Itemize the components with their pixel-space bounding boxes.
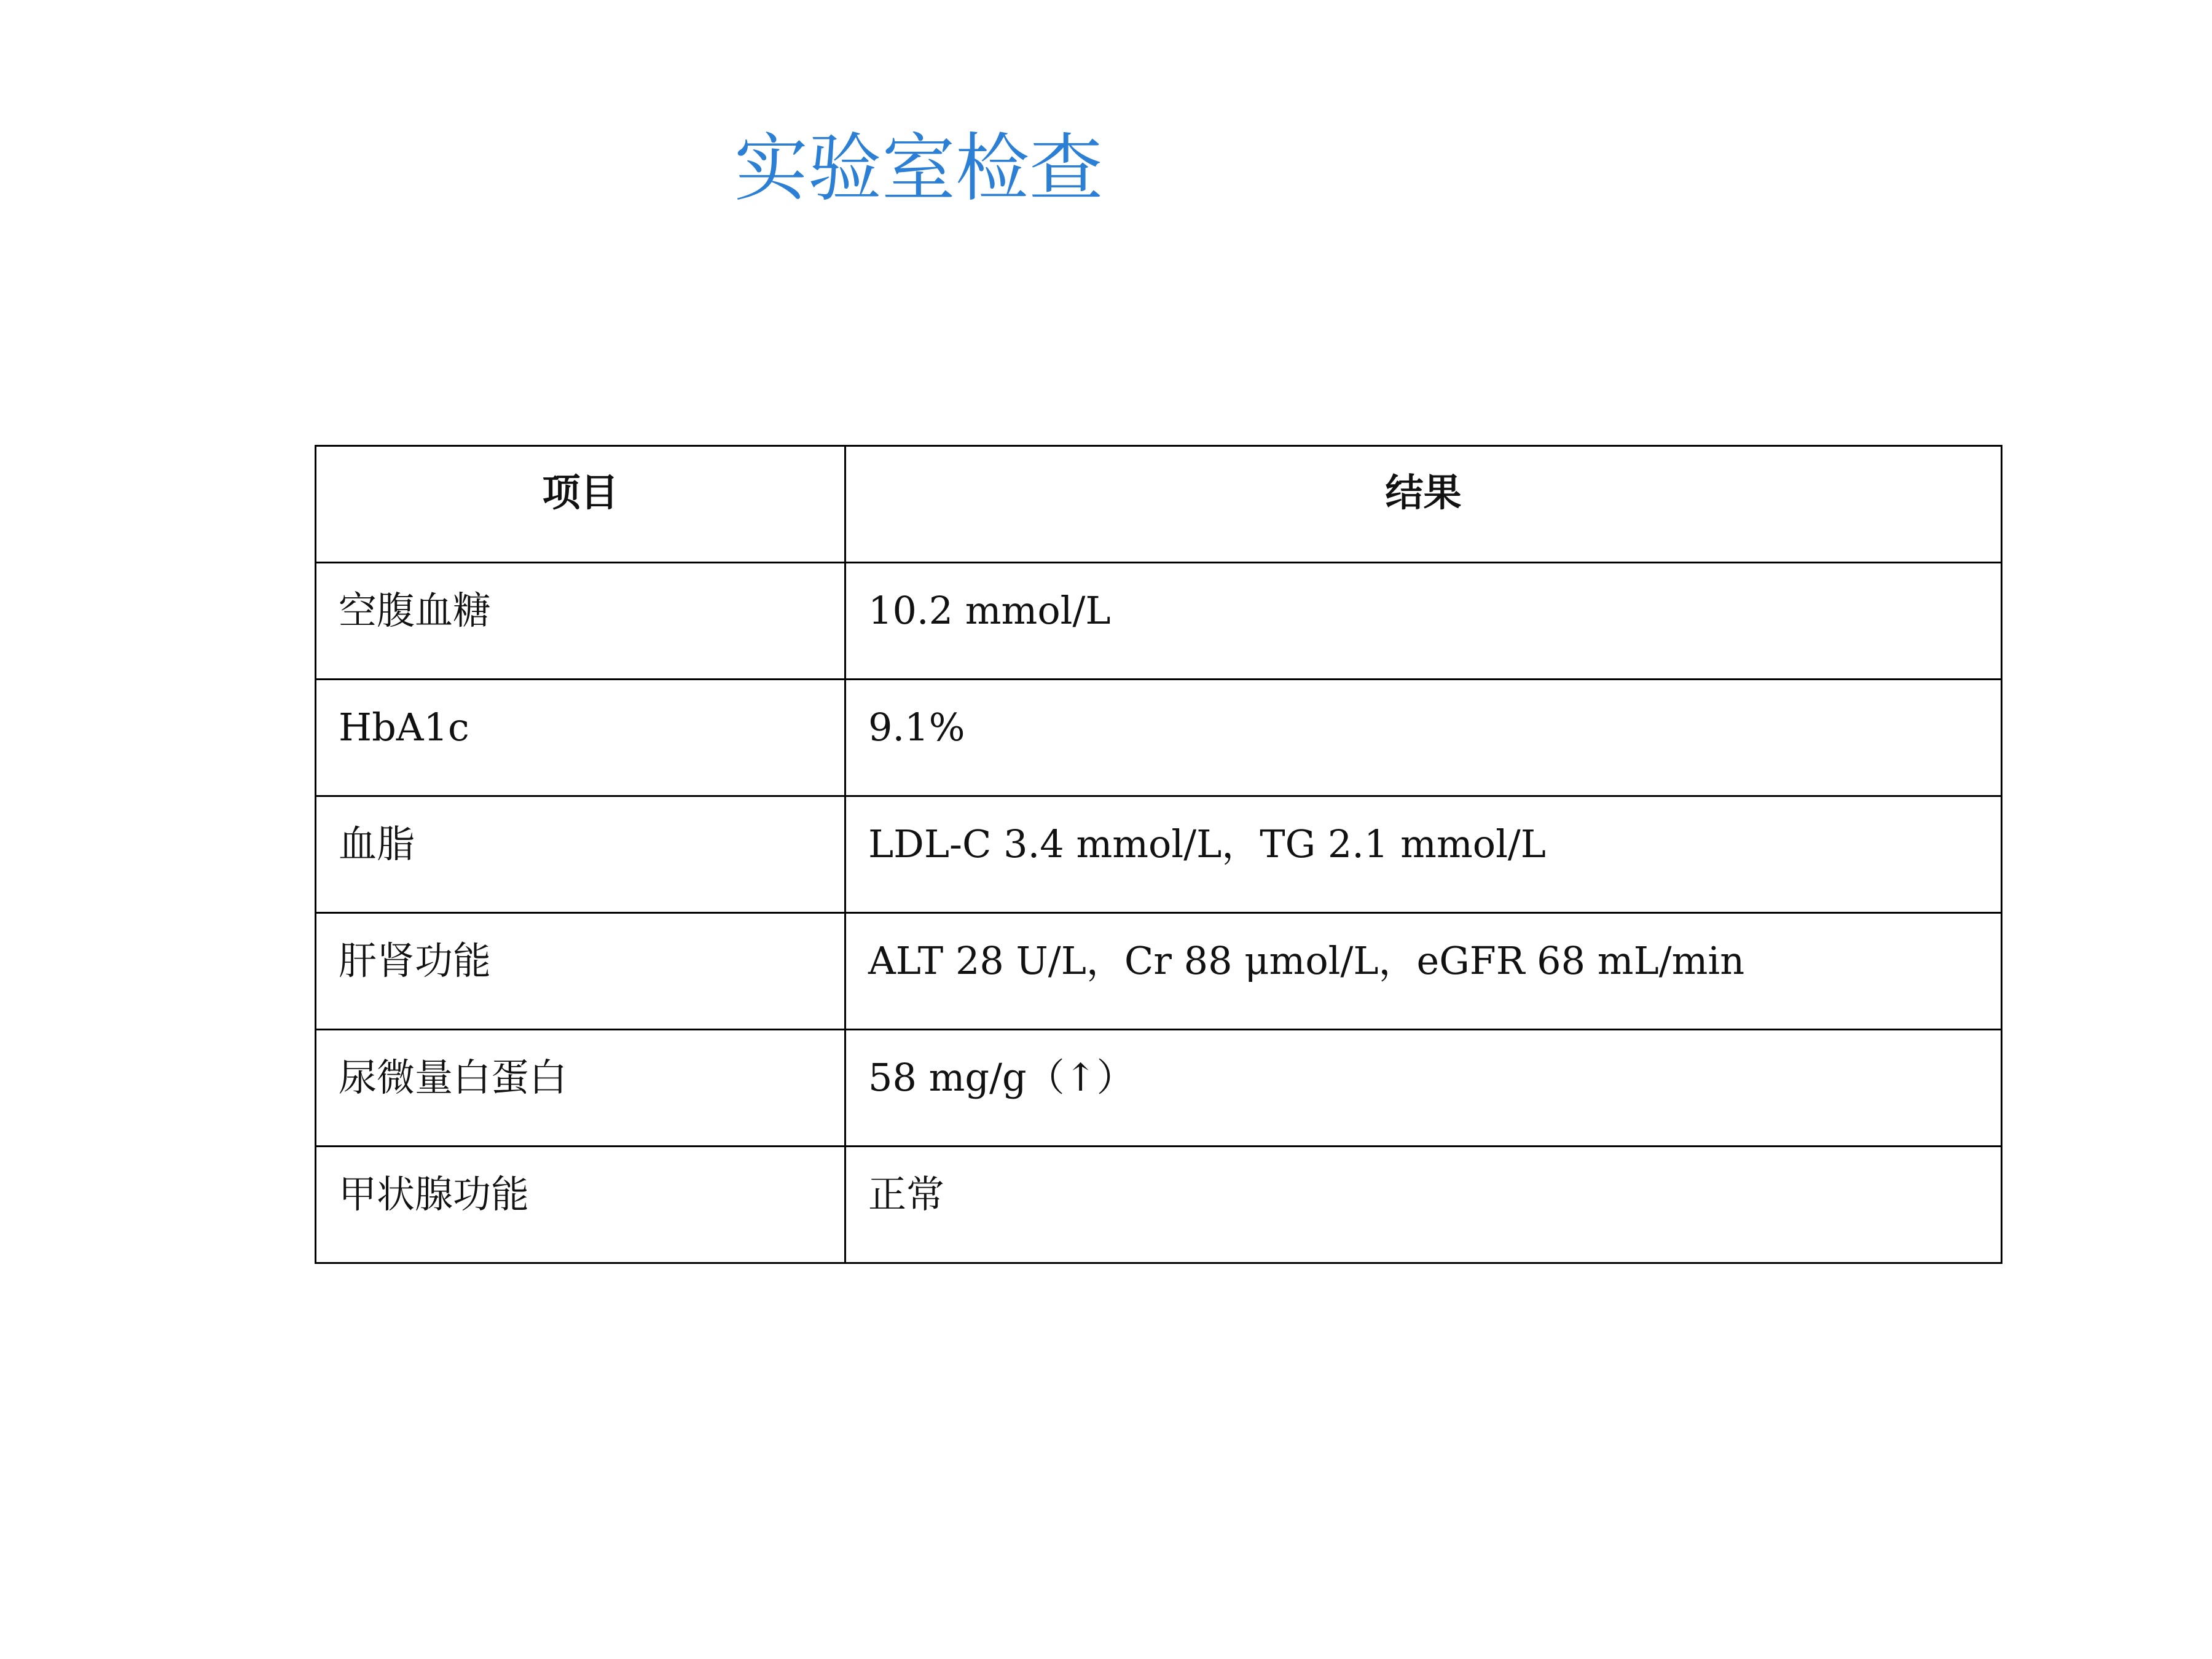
item-cell: 尿微量白蛋白 bbox=[316, 1030, 845, 1147]
result-cell: 58 mg/g（↑） bbox=[845, 1030, 2002, 1147]
item-cell: HbA1c bbox=[316, 680, 845, 796]
table-row bbox=[316, 563, 2002, 680]
result-cell: 10.2 mmol/L bbox=[845, 563, 2002, 680]
table-row bbox=[316, 1147, 2002, 1263]
table-row bbox=[316, 680, 2002, 796]
table-row bbox=[316, 913, 2002, 1030]
table-row bbox=[316, 796, 2002, 913]
item-cell: 肝肾功能 bbox=[316, 913, 845, 1030]
result-cell: 9.1% bbox=[845, 680, 2002, 796]
lab-results-table bbox=[315, 445, 2002, 1264]
item-cell: 血脂 bbox=[316, 796, 845, 913]
column-header-item: 项目 bbox=[316, 446, 845, 563]
item-cell: 甲状腺功能 bbox=[316, 1147, 845, 1263]
result-cell: 正常 bbox=[845, 1147, 2002, 1263]
item-cell: 空腹血糖 bbox=[316, 563, 845, 680]
result-cell: LDL-C 3.4 mmol/L，TG 2.1 mmol/L bbox=[845, 796, 2002, 913]
result-cell: ALT 28 U/L，Cr 88 μmol/L，eGFR 68 mL/min bbox=[845, 913, 2002, 1030]
table-row bbox=[316, 1030, 2002, 1147]
table-header-row bbox=[316, 446, 2002, 563]
slide-title: 实验室检查 bbox=[734, 126, 1103, 211]
column-header-result: 结果 bbox=[845, 446, 2002, 563]
